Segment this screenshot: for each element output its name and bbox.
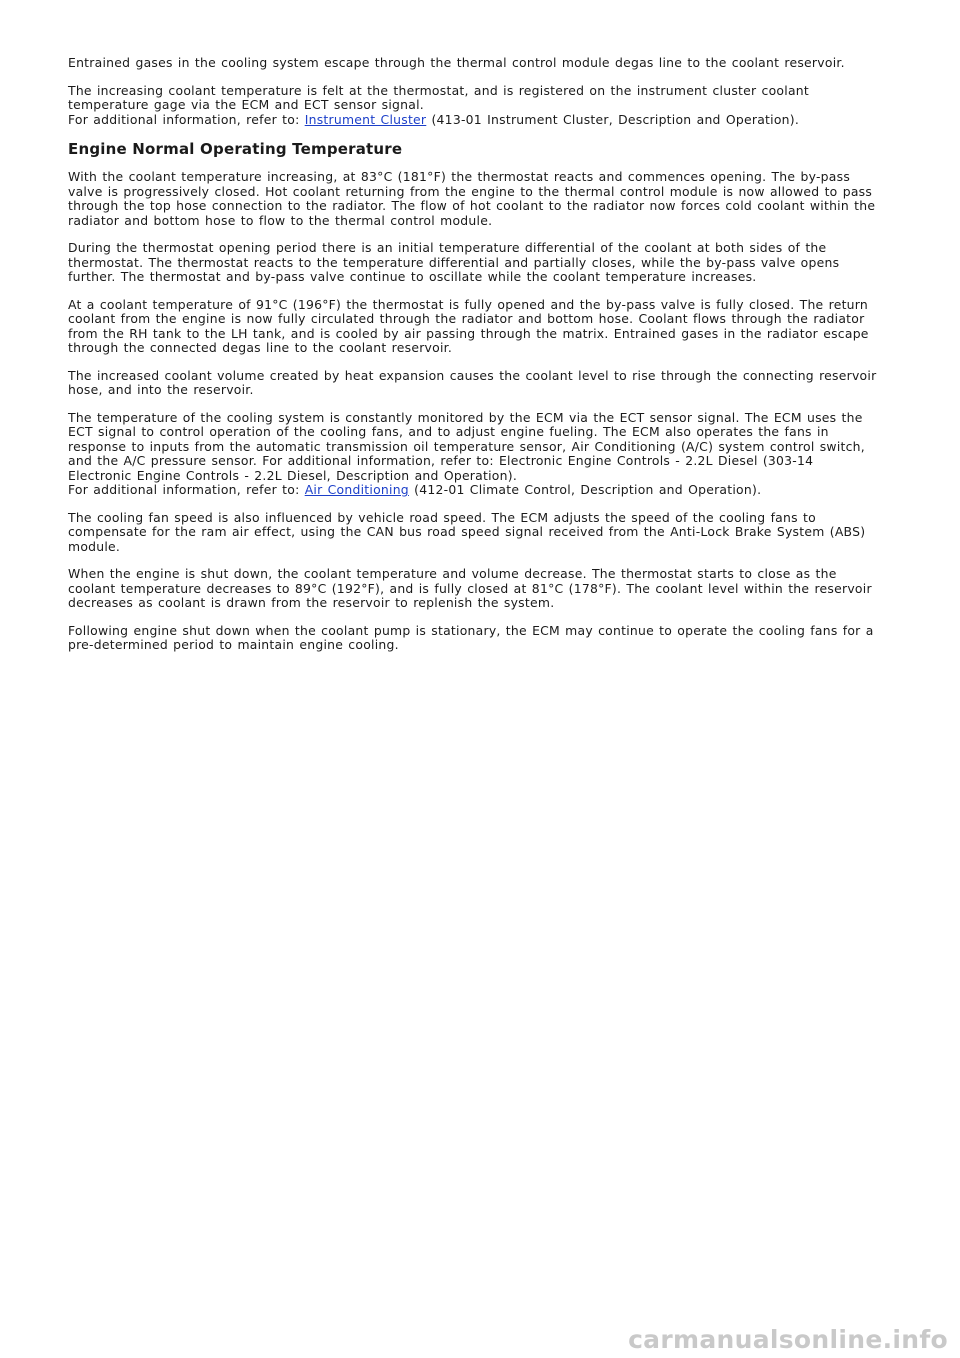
paragraph-opening-period bbox=[68, 241, 888, 285]
watermark-logo: carmanualsonline.info bbox=[628, 1325, 948, 1354]
paragraph-line: The increasing coolant temperature is felt at the thermostat, and is registered on the instrument cluster coolant bbox=[68, 82, 810, 98]
paragraph-line: With the coolant temperature increasing, at 83°C (181°F) the thermostat reacts and commences opening. The by-pass bbox=[68, 169, 851, 184]
paragraph-line: compensate for the ram air effect, using the CAN bus road speed signal received from the Anti-Lock Brake System (ABS) bbox=[68, 524, 866, 539]
paragraph-post-shutdown-fans bbox=[68, 624, 888, 653]
paragraph-engine-shutdown bbox=[68, 567, 888, 611]
paragraph-line: Electronic Engine Controls - 2.2L Diesel, Description and Operation). bbox=[68, 467, 518, 483]
reference-suffix: (413-01 Instrument Cluster, Description and Operation). bbox=[426, 111, 800, 127]
paragraph-line: through the top hose connection to the radiator. The flow of hot coolant to the radiator now forces cold coolant within the bbox=[68, 198, 876, 213]
paragraph-line: and the A/C pressure sensor. For additional information, refer to: Electronic Engine Controls - 2.2L Diesel (303-14 bbox=[68, 453, 814, 468]
paragraph-degas bbox=[68, 56, 888, 71]
paragraph-line: pre-determined period to maintain engine cooling. bbox=[68, 637, 399, 652]
reference-suffix: (412-01 Climate Control, Description and Operation). bbox=[408, 482, 762, 497]
section-heading: Engine Normal Operating Temperature bbox=[68, 140, 403, 158]
paragraph-line: coolant from the engine is now fully circulated through the radiator and bottom hose. Coolant flows through the radiator bbox=[68, 311, 865, 326]
paragraph-line bbox=[68, 483, 888, 498]
air-conditioning-link[interactable]: Air Conditioning bbox=[304, 482, 409, 497]
paragraph-line: Following engine shut down when the coolant pump is stationary, the ECM may continue to operate the cooling fans for a bbox=[68, 622, 874, 638]
paragraph-line: hose, and into the reservoir. bbox=[68, 382, 254, 397]
paragraph-ecm-monitoring bbox=[68, 411, 888, 498]
paragraph-heat-expansion bbox=[68, 369, 888, 398]
paragraph-line: The temperature of the cooling system is constantly monitored by the ECM via the ECT sensor signal. The ECM uses the bbox=[68, 409, 863, 425]
paragraph-thermostat-opening bbox=[68, 170, 888, 228]
paragraph-line: When the engine is shut down, the coolant temperature and volume decrease. The thermostat starts to close as the bbox=[68, 566, 837, 581]
reference-prefix: For additional information, refer to: bbox=[68, 111, 305, 127]
paragraph-line: further. The thermostat and by-pass valve continue to oscillate while the coolant temperature increases. bbox=[68, 269, 757, 284]
paragraph-line: response to inputs from the automatic transmission oil temperature sensor, Air Conditioning (A/C) system control switch, bbox=[68, 438, 865, 454]
paragraph-line: radiator and bottom hose to flow to the thermal control module. bbox=[68, 212, 493, 228]
paragraph-line: module. bbox=[68, 538, 121, 554]
paragraph-line: temperature gage via the ECM and ECT sensor signal. bbox=[68, 97, 424, 112]
paragraph-line: through the connected degas line to the coolant reservoir. bbox=[68, 340, 453, 355]
paragraph-line: valve is progressively closed. Hot coolant returning from the engine to the thermal control module is now allowed to pass bbox=[68, 183, 873, 199]
paragraph-fully-opened bbox=[68, 298, 888, 356]
document-body bbox=[68, 56, 888, 666]
paragraph-line: Entrained gases in the cooling system escape through the thermal control module degas line to the coolant reservoir. bbox=[68, 55, 845, 70]
paragraph-line: from the RH tank to the LH tank, and is cooled by air passing through the matrix. Entrained gases in the radiator escape bbox=[68, 325, 869, 341]
instrument-cluster-link[interactable]: Instrument Cluster bbox=[304, 111, 427, 127]
paragraph-line: coolant temperature decreases to 89°C (192°F), and is fully closed at 81°C (178°F). The coolant level within the reservoir bbox=[68, 580, 872, 596]
paragraph-line bbox=[68, 113, 888, 128]
reference-prefix: For additional information, refer to: bbox=[68, 482, 305, 497]
paragraph-line: At a coolant temperature of 91°C (196°F) the thermostat is fully opened and the by-pass valve is fully closed. The return bbox=[68, 296, 869, 312]
paragraph-fan-speed bbox=[68, 511, 888, 555]
paragraph-line: thermostat. The thermostat reacts to the temperature differential and partially closes, while the by-pass valve opens bbox=[68, 254, 840, 270]
paragraph-line: The increased coolant volume created by heat expansion causes the coolant level to rise through the connecting reservoir bbox=[68, 367, 877, 383]
paragraph-line: During the thermostat opening period there is an initial temperature differential of the coolant at both sides of the bbox=[68, 240, 827, 255]
paragraph-line: ECT signal to control operation of the cooling fans, and to adjust engine fueling. The ECM also operates the fans in bbox=[68, 424, 829, 439]
paragraph-line: The cooling fan speed is also influenced by vehicle road speed. The ECM adjusts the speed of the cooling fans to bbox=[68, 509, 816, 525]
paragraph-line: decreases as coolant is drawn from the reservoir to replenish the system. bbox=[68, 595, 555, 610]
paragraph-temperature-gage bbox=[68, 84, 888, 128]
